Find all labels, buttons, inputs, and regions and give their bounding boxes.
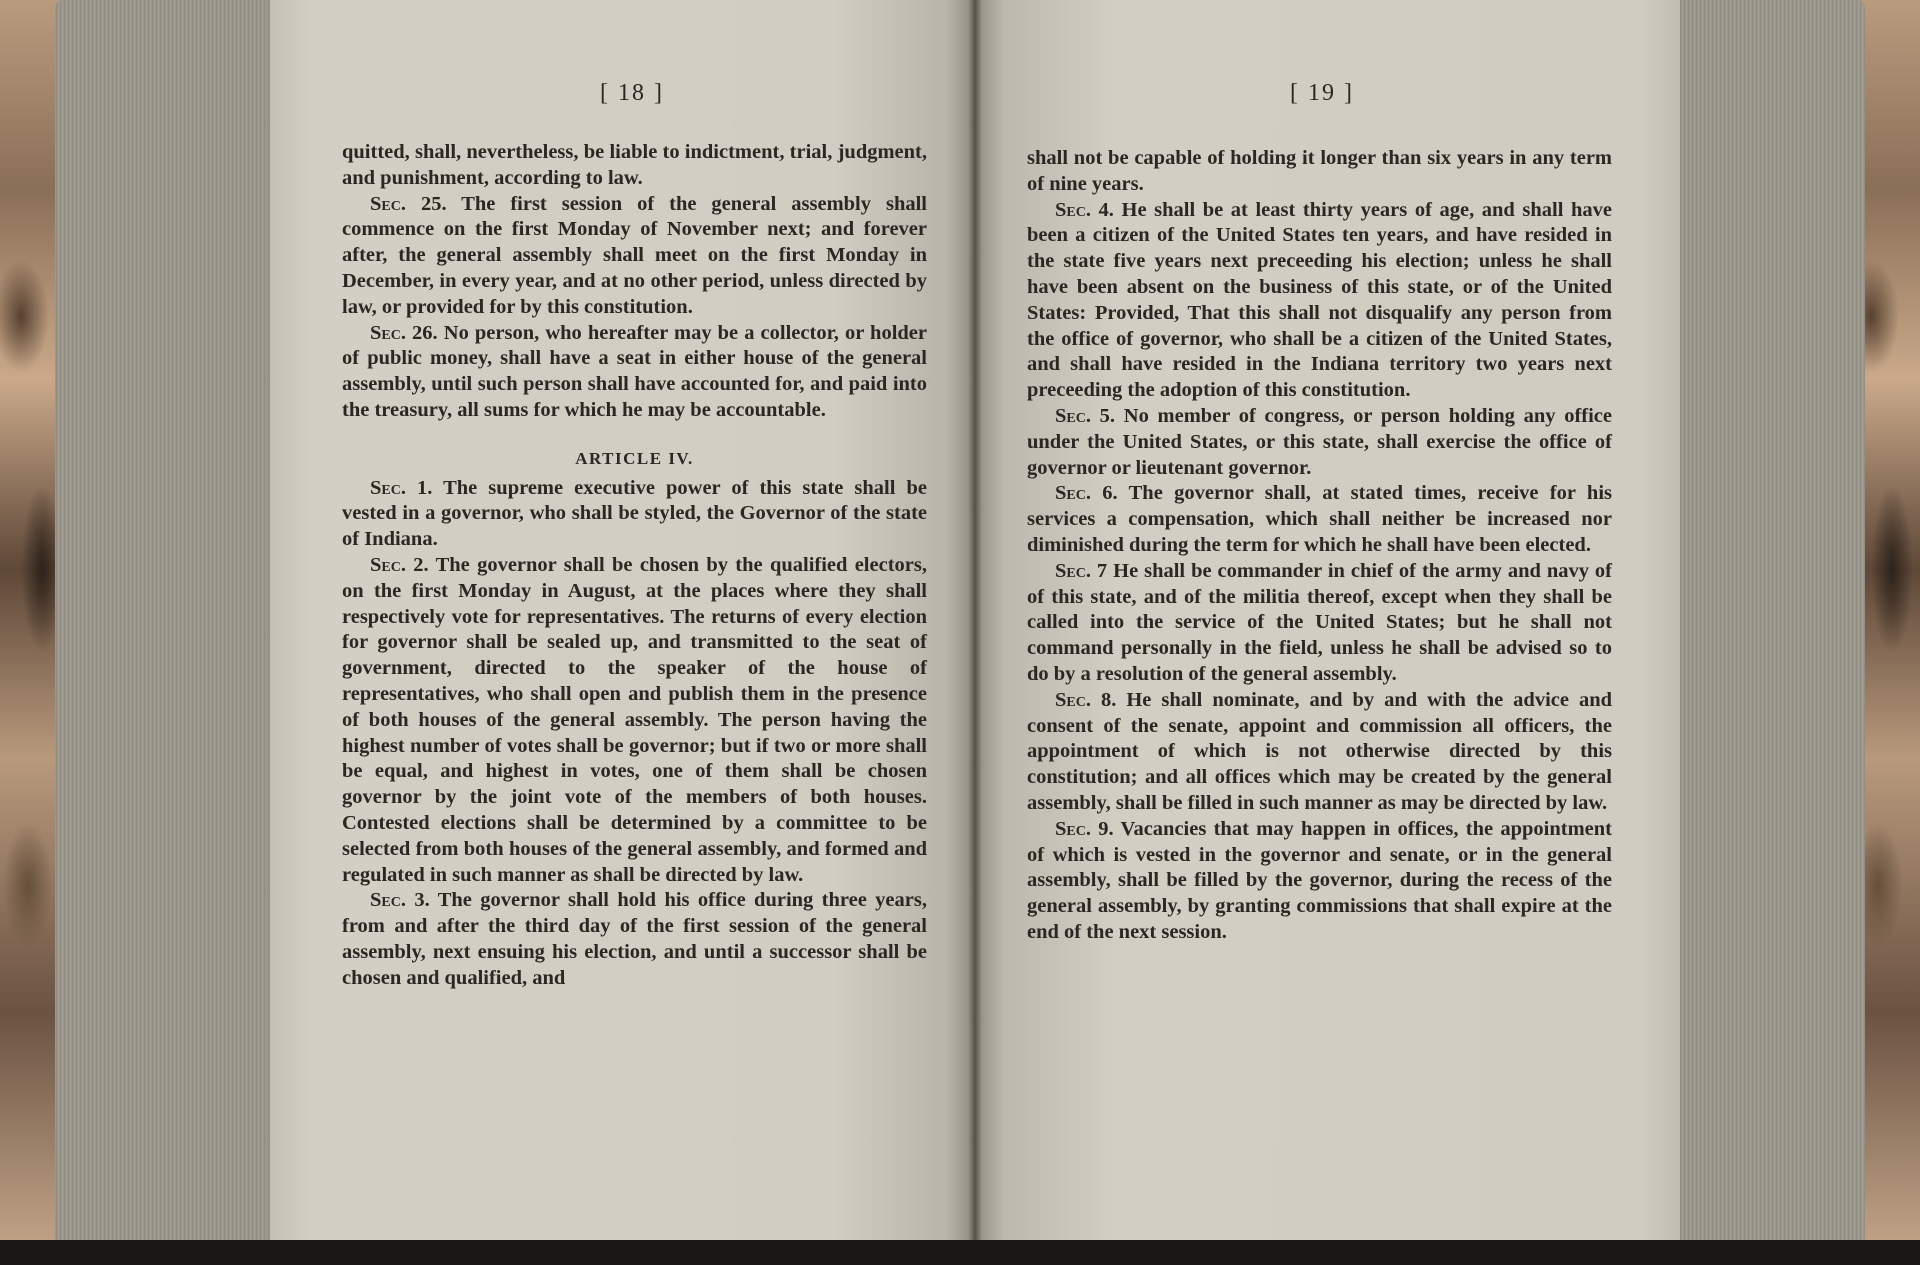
page-number-left: [ 18 ] [600,80,664,106]
paragraph [342,321,927,424]
paragraph [1027,146,1612,198]
right-page-text [1027,146,1612,946]
section-label: Sec. 8. [1055,688,1117,711]
section-label: Sec. 7 [1055,559,1108,582]
paragraph-text: The governor shall be chosen by the qualified electors, on the first Monday in August, at the places where they shall respectively vote for representatives. The returns of every election for governor shall be sealed up, and transmitted to the seat of government, directed to the speaker of the house of representatives, who shall open and publish them in the presence of both houses of the general assembly. The person having the highest number of votes shall be governor; but if two or more shall be equal, and highest in votes, one of them shall be chosen governor by the joint vote of the members of both houses. Contested elections shall be determined by a committee to be selected from both houses of the general assembly, and formed and regulated in such manner as shall be directed by law. [342,553,927,886]
paragraph-text: The first session of the general assembly shall commence on the first Monday of November next; and forever after, the general assembly shall meet on the first Monday in December, in every year, and at no other period, unless directed by law, or provided for by this constitution. [342,192,927,318]
article-heading: ARTICLE IV. [575,448,694,468]
right-page [975,0,1680,1265]
paragraph [342,140,927,192]
paragraph [342,888,927,991]
paragraph [1027,404,1612,481]
paragraph [1027,198,1612,404]
paragraph-text: He shall be commander in chief of the army and navy of of this state, and of the militia thereof, except when they shall be called into the service of the United States; but he shall not command personally in the field, unless he shall be advised so to do by a resolution of the general assembly. [1027,559,1613,685]
page-edges-left [55,0,275,1265]
paragraph [342,192,927,321]
paragraph [1027,559,1612,688]
page-edges-right [1675,0,1865,1265]
paragraph [1027,481,1612,558]
section-label: Sec. 5. [1055,404,1116,427]
book-gutter [968,0,982,1265]
paragraph-text: The supreme executive power of this state shall be vested in a governor, who shall be styled, the Governor of the state of Indiana. [342,476,927,551]
scan-background [0,1240,1920,1265]
paragraph-text: The governor shall hold his office during three years, from and after the third day of the first session of the general assembly, next ensuing his election, and until a successor shall be chosen and qualified, and [342,889,927,989]
left-page-text [342,140,927,992]
section-label: Sec. 1. [370,476,433,499]
paragraph-text: shall not be capable of holding it longer than six years in any term of nine years. [1027,147,1612,195]
paragraph-text: No person, who hereafter may be a collector, or holder of public money, shall have a seat in either house of the general assembly, until such person shall have accounted for, and paid into the treasury, all sums for which he may be accountable. [342,321,927,421]
section-label: Sec. 3. [370,889,430,912]
paragraph-text: He shall nominate, and by and with the advice and consent of the senate, appoint and commission all officers, the appointment of which is not otherwise directed by this constitution; and all offices which may be created by the general assembly, shall be filled in such manner as may be directed by law. [1027,688,1612,814]
paragraph [1027,688,1612,817]
paragraph-text: He shall be at least thirty years of age, and shall have been a citizen of the United States ten years, and have resided in the state five years next preceeding his election; unless he shall have been absent on the business of this state, or of the United States: Provided, That this shall not disqualify any person from the office of governor, who shall be a citizen of the United States, and shall have resided in the Indiana territory two years next preceeding the adoption of this constitution. [1027,198,1612,402]
section-label: Sec. 25. [370,192,447,215]
paragraph-text: The governor shall, at stated times, receive for his services a compensation, which shall neither be increased nor diminished during the term for which he shall have been elected. [1027,482,1612,556]
section-label: Sec. 4. [1055,198,1114,221]
paragraph [342,476,927,553]
section-label: Sec. 9. [1055,817,1114,840]
paragraph-text: quitted, shall, nevertheless, be liable to indictment, trial, judgment, and punishment, according to law. [342,141,927,189]
paragraph-text: No member of congress, or person holding any office under the United States, or this state, shall exercise the office of governor or lieutenant governor. [1027,404,1612,479]
section-label: Sec. 26. [370,321,438,344]
paragraph [1027,817,1612,946]
section-label: Sec. 6. [1055,482,1118,505]
paragraph [342,553,927,888]
section-label: Sec. 2. [370,553,429,576]
left-page [270,0,975,1265]
page-number-right: [ 19 ] [1290,80,1354,106]
paragraph-text: Vacancies that may happen in offices, the appointment of which is vested in the governor and senate, or in the general assembly, shall be filled by the governor, during the recess of the general assembly, by granting commissions that shall expire at the end of the next session. [1027,817,1612,943]
